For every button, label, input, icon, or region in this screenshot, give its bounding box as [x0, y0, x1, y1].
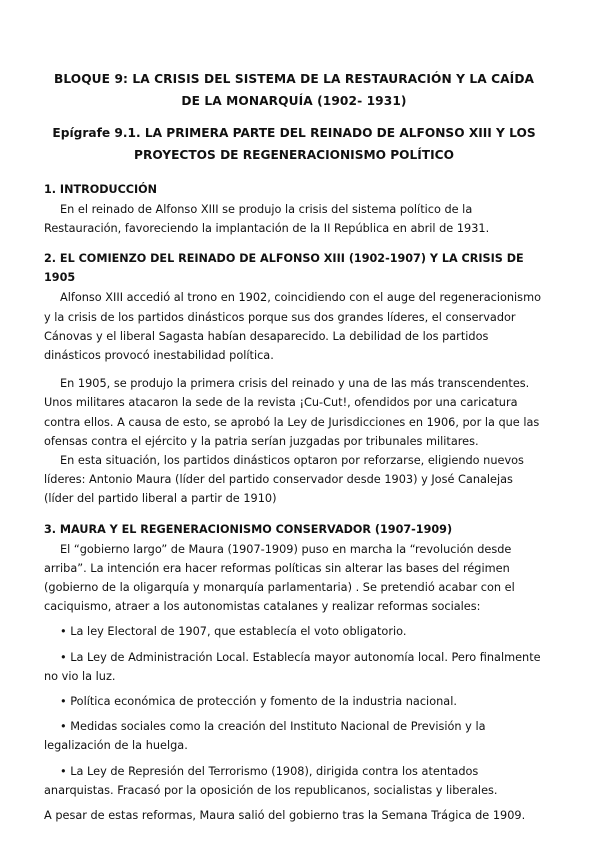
paragraph: En esta situación, los partidos dinásticos optaron por reforzarse, eligiendo nuevos líderes: Antonio Maura (líder del partido conservador desde 1903) y José Canalejas (líder del partido liberal a partir de 1910) — [44, 454, 524, 506]
list-item: • La ley Electoral de 1907, que establecía el voto obligatorio. — [60, 625, 407, 639]
paragraph: El “gobierno largo” de Maura (1907-1909) puso en marcha la “revolución desde arriba”. La intención era hacer reformas políticas sin alterar las bases del régimen (gobierno de la oligarquía y monarquía parlamentaria) . Se pretendió acabar con el caciquismo, atraer a los autonomistas catalanes y realizar reformas sociales: — [44, 542, 515, 614]
paragraph: Alfonso XIII accedió al trono en 1902, coincidiendo con el auge del regeneracionismo y la crisis de los partidos dinásticos porque sus dos grandes líderes, el conservador Cánovas y el liberal Sagasta habían desaparecido. La debilidad de los partidos dinásticos provocó inestabilidad política. — [44, 291, 541, 363]
epigrafe-title: Epígrafe 9.1. LA PRIMERA PARTE DEL REINADO DE ALFONSO XIII Y LOS PROYECTOS DE REGENERACIONISMO POLÍTICO — [52, 126, 536, 162]
section-heading: 3. MAURA Y EL REGENERACIONISMO CONSERVADOR (1907-1909) — [44, 522, 453, 536]
bloque-title: BLOQUE 9: LA CRISIS DEL SISTEMA DE LA RESTAURACIÓN Y LA CAÍDA DE LA MONARQUÍA (1902- 1931) — [53, 72, 535, 108]
closing-paragraph: A pesar de estas reformas, Maura salió del gobierno tras la Semana Trágica de 1909. — [44, 809, 526, 823]
section-heading: 1. INTRODUCCIÓN — [44, 183, 158, 196]
list-item: • Política económica de protección y fomento de la industria nacional. — [60, 695, 457, 709]
section-comienzo-reinado — [44, 249, 544, 508]
section-introduccion — [44, 180, 544, 238]
list-item: • La Ley de Administración Local. Establecía mayor autonomía local. Pero finalmente no vio la luz. — [44, 650, 541, 683]
list-item: • Medidas sociales como la creación del Instituto Nacional de Previsión y la legalización de la huelga. — [44, 720, 486, 753]
paragraph: En 1905, se produjo la primera crisis del reinado y una de las más transcendentes. Unos militares atacaron la sede de la revista ¡Cu-Cut!, ofendidos por una caricatura contra ellos. A causa de esto, se aprobó la Ley de Jurisdicciones en 1906, por la que las ofensas contra el ejército y la patria serían juzgadas por tribunales militares. — [44, 377, 540, 448]
paragraph: En el reinado de Alfonso XIII se produjo la crisis del sistema político de la Restauración, favoreciendo la implantación de la II República en abril de 1931. — [44, 203, 490, 236]
list-item: • La Ley de Represión del Terrorismo (1908), dirigida contra los atentados anarquistas. Fracasó por la oposición de los republicanos, socialistas y liberales. — [44, 764, 498, 797]
section-heading: 2. EL COMIENZO DEL REINADO DE ALFONSO XIII (1902-1907) Y LA CRISIS DE 1905 — [44, 252, 524, 285]
section-maura — [44, 520, 544, 826]
